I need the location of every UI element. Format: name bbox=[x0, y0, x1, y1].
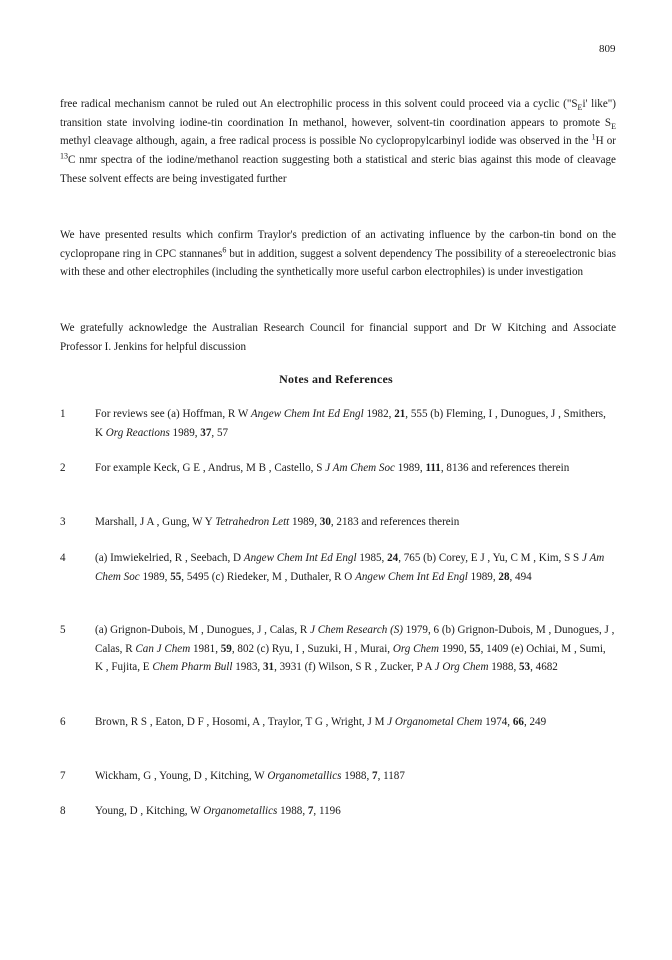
reference-number: 6 bbox=[60, 716, 66, 728]
reference-number: 7 bbox=[60, 770, 66, 782]
reference-text: For reviews see (a) Hoffman, R W Angew Chem Int Ed Engl 1982, 21, 555 (b) Fleming, I , Dunogues, J , Smithers, K Org Reactions 1989, 37, 57 bbox=[95, 408, 606, 439]
acknowledgement-paragraph: We gratefully acknowledge the Australian Research Council for financial support and Dr W Kitching and Associate Professor I. Jenkins for helpful discussion bbox=[60, 322, 616, 353]
reference-number: 5 bbox=[60, 624, 66, 636]
reference-text: Marshall, J A , Gung, W Y Tetrahedron Lett 1989, 30, 2183 and references therein bbox=[95, 516, 460, 528]
reference-number: 4 bbox=[60, 552, 66, 564]
reference-text: Young, D , Kitching, W Organometallics 1988, 7, 1196 bbox=[95, 805, 341, 817]
reference-text: (a) Grignon-Dubois, M , Dunogues, J , Calas, R J Chem Research (S) 1979, 6 (b) Grignon-Dubois, M , Dunogues, J , Calas, R Can J Chem 1981, 59, 802 (c) Ryu, I , Suzuki, H , Murai, Org Chem 1990, 55, 1409 (e) Ochiai, M , Sumi, K , Fujita, E Chem Pharm Bull 1983, 31, 3931 (f) Wilson, S R , Zucker, P A J Org Chem 1988, 53, 4682 bbox=[95, 624, 615, 674]
reference-text: Brown, R S , Eaton, D F , Hosomi, A , Traylor, T G , Wright, J M J Organometal Chem 1974, 66, 249 bbox=[95, 716, 547, 728]
reference-number: 3 bbox=[60, 516, 66, 528]
reference-number: 1 bbox=[60, 408, 66, 420]
reference-number: 2 bbox=[60, 462, 66, 474]
body-paragraph-solvent-effects: free radical mechanism cannot be ruled out An electrophilic process in this solvent could proceed via a cyclic ("$S_Ei'$ like") transition state involving iodine-tin coordination In methanol, however, solvent-tin coordination appears to promote $S_E$ methyl cleavage although, again, a free radical process is possible No cyclopropylcarbinyl iodide was observed in the $^1$H or $^{13}$C nmr spectra of the iodine/methanol reaction suggesting both a statistical and steric bias against this mode of cleavage These solvent effects are being investigated further bbox=[60, 98, 616, 185]
body-paragraph-conclusion: We have presented results which confirm Traylor's prediction of an activating influence by the carbon-tin bond on the cyclopropane ring in CPC stannanes$^6$ but in addition, suggest a solvent dependency The possibility of a stereoelectronic bias with these and other electrophiles (including the synthetically more useful carbon electrophiles) is under investigation bbox=[60, 229, 616, 279]
reference-text: For example Keck, G E , Andrus, M B , Castello, S J Am Chem Soc 1989, 111, 8136 and references therein bbox=[95, 462, 570, 474]
references-heading: Notes and References bbox=[279, 372, 393, 386]
reference-text: Wickham, G , Young, D , Kitching, W Organometallics 1988, 7, 1187 bbox=[95, 770, 405, 782]
reference-number: 8 bbox=[60, 805, 66, 817]
reference-text: (a) Imwiekelried, R , Seebach, D Angew Chem Int Ed Engl 1985, 24, 765 (b) Corey, E J , Yu, C M , Kim, S S J Am Chem Soc 1989, 55, 5495 (c) Riedeker, M , Duthaler, R O Angew Chem Int Ed Engl 1989, 28, 494 bbox=[95, 552, 605, 583]
page-number: 809 bbox=[599, 43, 616, 55]
